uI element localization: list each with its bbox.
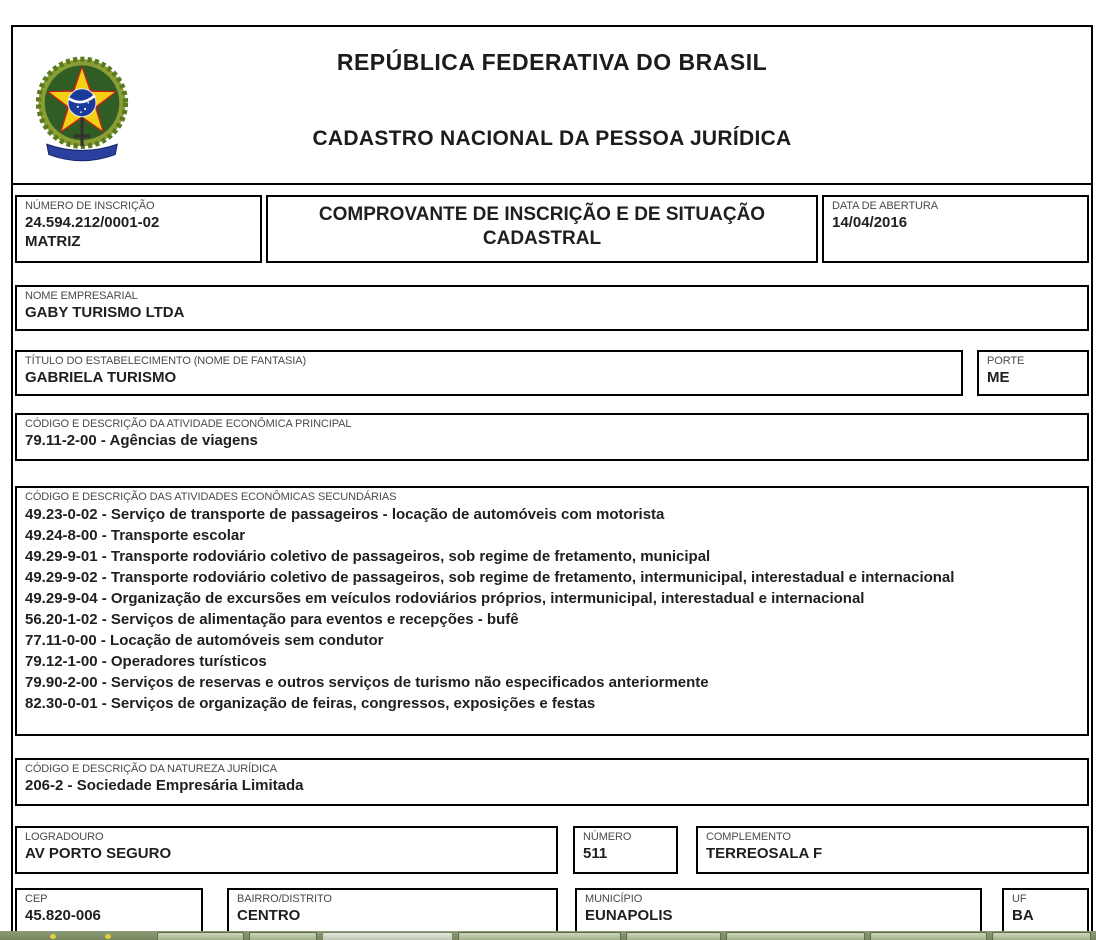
secondary-activity-line: 49.29-9-02 - Transporte rodoviário coletivo de passageiros, sob regime de fretamento, intermunicipal, interestadual e internacional — [25, 569, 955, 586]
taskbar-window-button-active[interactable] — [322, 932, 453, 940]
field-label: NÚMERO — [583, 831, 632, 843]
comprovante-title-box — [266, 195, 818, 263]
field-titulo-estabelecimento — [15, 350, 963, 396]
desktop-taskbar-cropped[interactable] — [0, 931, 1096, 940]
secondary-activity-line: 56.20-1-02 - Serviços de alimentação para eventos e recepções - bufê — [25, 611, 519, 628]
taskbar-window-button[interactable] — [726, 932, 865, 940]
field-data-abertura — [822, 195, 1089, 263]
field-bairro-distrito — [227, 888, 558, 936]
field-label: CEP — [25, 893, 48, 905]
cnpj-certificate-page — [11, 25, 1093, 940]
title-cadastro-nacional: CADASTRO NACIONAL DA PESSOA JURÍDICA — [312, 127, 792, 150]
postal-code: 45.820-006 — [25, 907, 101, 924]
field-nome-empresarial — [15, 285, 1089, 331]
district: CENTRO — [237, 907, 301, 924]
legal-nature: 206-2 - Sociedade Empresária Limitada — [25, 777, 304, 794]
title-republica-federativa: REPÚBLICA FEDERATIVA DO BRASIL — [336, 49, 768, 75]
field-label: BAIRRO/DISTRITO — [237, 893, 332, 905]
secondary-activity-line: 79.90-2-00 - Serviços de reservas e outros serviços de turismo não especificados anteriormente — [25, 674, 709, 691]
field-natureza-juridica — [15, 758, 1089, 806]
taskbar-window-button[interactable] — [249, 932, 317, 940]
street-number: 511 — [583, 845, 608, 862]
field-atividade-principal — [15, 413, 1089, 461]
field-label: NOME EMPRESARIAL — [25, 290, 138, 302]
secondary-activity-line: 49.24-8-00 - Transporte escolar — [25, 527, 246, 544]
field-label: CÓDIGO E DESCRIÇÃO DAS ATIVIDADES ECONÔMICAS SECUNDÁRIAS — [25, 491, 397, 503]
secondary-activity-line: 49.29-9-01 - Transporte rodoviário coletivo de passageiros, sob regime de fretamento, municipal — [25, 548, 711, 565]
taskbar-window-button[interactable] — [157, 932, 244, 940]
secondary-activity-line: 49.29-9-04 - Organização de excursões em veículos rodoviários próprios, intermunicipal, interestadual e internacional — [25, 590, 865, 607]
field-atividades-secundarias — [15, 486, 1089, 736]
field-numero-inscricao — [15, 195, 262, 263]
field-label: COMPLEMENTO — [706, 831, 791, 843]
field-label: DATA DE ABERTURA — [832, 200, 938, 212]
taskbar-notification-icon — [50, 934, 56, 939]
matriz-flag: MATRIZ — [25, 233, 81, 250]
secondary-activity-line: 79.12-1-00 - Operadores turísticos — [25, 653, 267, 670]
company-name: GABY TURISMO LTDA — [25, 304, 185, 321]
company-size: ME — [987, 369, 1010, 386]
secondary-activity-line: 77.11-0-00 - Locação de automóveis sem condutor — [25, 632, 384, 649]
field-uf — [1002, 888, 1089, 936]
main-activity: 79.11-2-00 - Agências de viagens — [25, 432, 258, 449]
trade-name: GABRIELA TURISMO — [25, 369, 177, 386]
state: BA — [1012, 907, 1034, 924]
field-logradouro — [15, 826, 558, 874]
field-cep — [15, 888, 203, 936]
field-label: MUNICÍPIO — [585, 893, 643, 905]
field-porte — [977, 350, 1089, 396]
taskbar-window-button[interactable] — [870, 932, 987, 940]
field-label: PORTE — [987, 355, 1025, 367]
secondary-activity-line: 82.30-0-01 - Serviços de organização de feiras, congressos, exposições e festas — [25, 695, 596, 712]
field-label: LOGRADOURO — [25, 831, 104, 843]
taskbar-window-button[interactable] — [458, 932, 622, 940]
taskbar-notification-icon — [105, 934, 111, 939]
field-complemento — [696, 826, 1089, 874]
secondary-activities-list — [25, 504, 1079, 714]
field-label: CÓDIGO E DESCRIÇÃO DA NATUREZA JURÍDICA — [25, 763, 277, 775]
taskbar-start-area — [0, 931, 157, 940]
field-label: UF — [1012, 893, 1027, 905]
taskbar-window-button[interactable] — [626, 932, 720, 940]
field-label: NÚMERO DE INSCRIÇÃO — [25, 200, 155, 212]
field-label: TÍTULO DO ESTABELECIMENTO (NOME DE FANTASIA) — [25, 355, 307, 367]
city: EUNAPOLIS — [585, 907, 673, 924]
field-municipio — [575, 888, 982, 936]
field-numero — [573, 826, 678, 874]
certificate-header — [13, 27, 1091, 185]
secondary-activity-line: 49.23-0-02 - Serviço de transporte de passageiros - locação de automóveis com motorista — [25, 506, 665, 523]
comprovante-title: COMPROVANTE DE INSCRIÇÃO E DE SITUAÇÃO CADASTRAL — [318, 204, 766, 249]
address-complement: TERREOSALA F — [706, 845, 823, 862]
street-name: AV PORTO SEGURO — [25, 845, 172, 862]
cnpj-number: 24.594.212/0001-02 — [25, 214, 160, 231]
opening-date: 14/04/2016 — [832, 214, 908, 231]
field-label: CÓDIGO E DESCRIÇÃO DA ATIVIDADE ECONÔMICA PRINCIPAL — [25, 418, 352, 430]
taskbar-window-button[interactable] — [992, 932, 1091, 940]
